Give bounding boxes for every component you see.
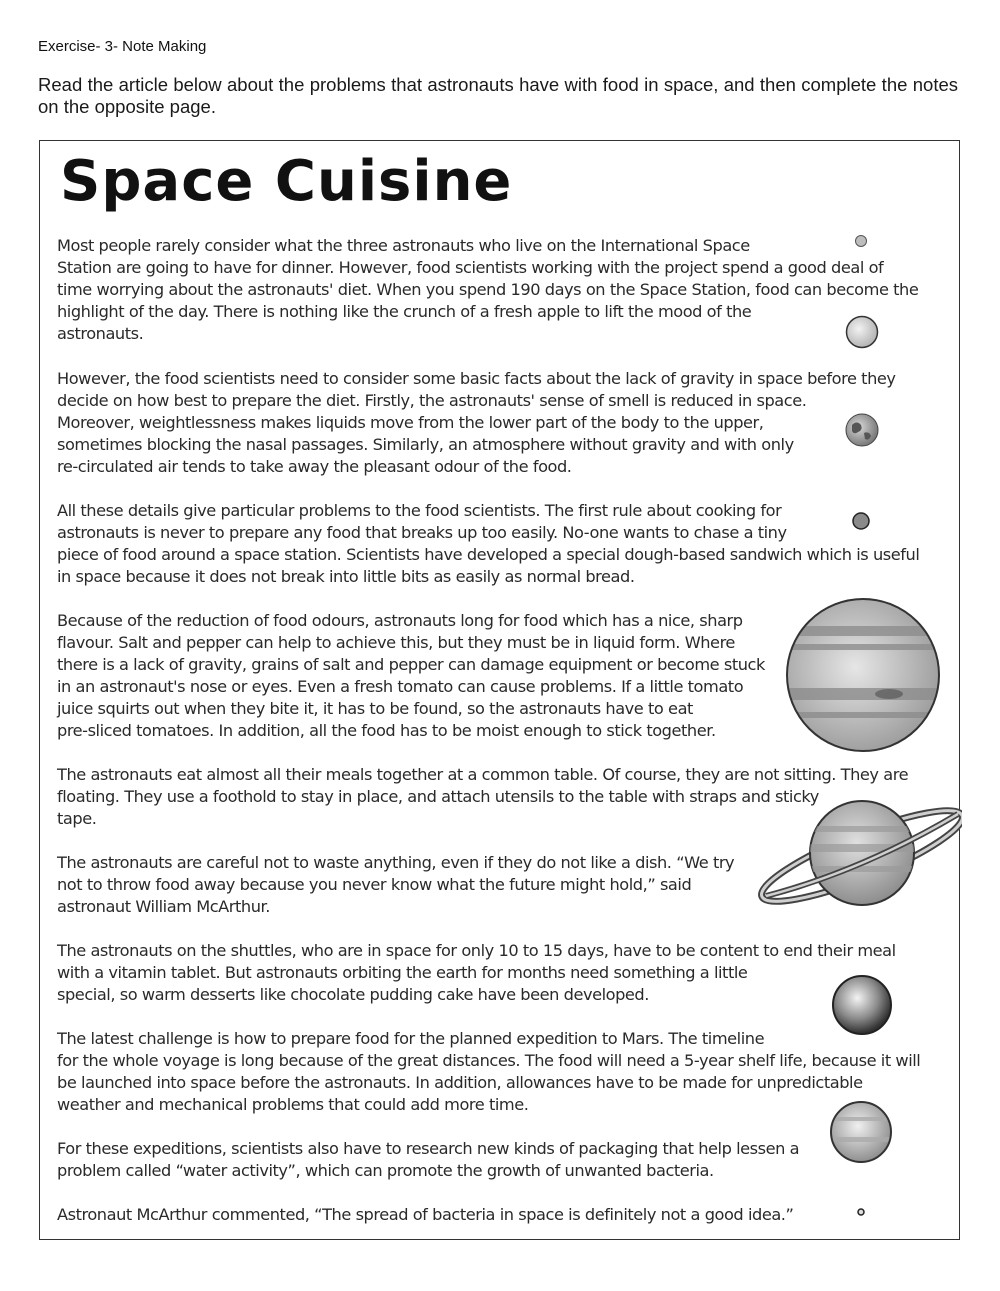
paragraph-line: juice squirts out when they bite it, it has to be found, so the astronauts have to eat — [57, 699, 693, 718]
paragraph-2 — [57, 368, 896, 478]
paragraph-line: in space because it does not break into little bits as easily as normal bread. — [57, 567, 635, 586]
dark-planet-icon — [830, 973, 894, 1037]
paragraph-line: Astronaut McArthur commented, “The spread of bacteria in space is definitely not a good idea.” — [57, 1205, 794, 1224]
paragraph-line: The astronauts eat almost all their meals together at a common table. Of course, they are not sitting. They are — [57, 765, 909, 784]
paragraph-line: pre-sliced tomatoes. In addition, all the food has to be moist enough to stick together. — [57, 721, 716, 740]
paragraph-line: astronauts is never to prepare any food that breaks up too easily. No-one wants to chase a tiny — [57, 523, 787, 542]
paragraph-line: for the whole voyage is long because of the great distances. The food will need a 5-year shelf life, because it will — [57, 1051, 921, 1070]
paragraph-line: Most people rarely consider what the three astronauts who live on the International Space — [57, 236, 750, 255]
paragraph-line: The astronauts are careful not to waste anything, even if they do not like a dish. “We try — [57, 853, 735, 872]
paragraph-line: All these details give particular problems to the food scientists. The first rule about cooking for — [57, 501, 782, 520]
paragraph-line: with a vitamin tablet. But astronauts orbiting the earth for months need something a little — [57, 963, 748, 982]
paragraph-line: sometimes blocking the nasal passages. Similarly, an atmosphere without gravity and with only — [57, 435, 794, 454]
earth-icon — [843, 411, 881, 449]
paragraph-line: Station are going to have for dinner. However, food scientists working with the project spend a good deal of — [57, 258, 884, 277]
instructions: Read the article below about the problems that astronauts have with food in space, and then complete the notes on the opposite page. — [38, 74, 958, 117]
small-planet-icon — [851, 511, 871, 531]
article-box — [39, 140, 960, 1240]
paragraph-line: there is a lack of gravity, grains of salt and pepper can damage equipment or become stuck — [57, 655, 765, 674]
paragraph-line: highlight of the day. There is nothing like the crunch of a fresh apple to lift the mood of the — [57, 302, 752, 321]
paragraph-10 — [57, 1204, 793, 1226]
paragraph-line: astronauts. — [57, 324, 144, 343]
saturn-icon — [752, 796, 962, 911]
paragraph-line: The astronauts on the shuttles, who are in space for only 10 to 15 days, have to be content to end their meal — [57, 941, 896, 960]
article-title: Space Cuisine — [60, 149, 513, 214]
paragraph-line: floating. They use a foothold to stay in place, and attach utensils to the table with straps and sticky — [57, 787, 819, 806]
paragraph-9 — [57, 1138, 799, 1182]
paragraph-line: However, the food scientists need to consider some basic facts about the lack of gravity in space before they — [57, 369, 896, 388]
paragraph-line: in an astronaut's nose or eyes. Even a fresh tomato can cause problems. If a little tomato — [57, 677, 744, 696]
paragraph-6 — [57, 852, 734, 918]
paragraph-line: special, so warm desserts like chocolate pudding cake have been developed. — [57, 985, 649, 1004]
paragraph-line: be launched into space before the astronauts. In addition, allowances have to be made for unpredictable — [57, 1073, 863, 1092]
paragraph-line: problem called “water activity”, which can promote the growth of unwanted bacteria. — [57, 1161, 714, 1180]
paragraph-line: time worrying about the astronauts' diet. When you spend 190 days on the Space Station, food can become the — [57, 280, 919, 299]
exercise-title: Exercise- 3- Note Making — [38, 38, 207, 55]
banded-planet-icon — [828, 1099, 894, 1165]
paragraph-1 — [57, 235, 918, 345]
tiny-moon-icon — [856, 1207, 866, 1217]
paragraph-8 — [57, 1028, 920, 1116]
paragraph-line: decide on how best to prepare the diet. Firstly, the astronauts' sense of smell is reduced in space. — [57, 391, 807, 410]
moon-icon — [844, 314, 880, 350]
jupiter-icon — [784, 596, 942, 754]
paragraph-line: flavour. Salt and pepper can help to achieve this, but they must be in liquid form. Where — [57, 633, 735, 652]
tiny-planet-icon — [854, 234, 868, 248]
paragraph-line: Moreover, weightlessness makes liquids move from the lower part of the body to the upper, — [57, 413, 764, 432]
paragraph-line: re-circulated air tends to take away the pleasant odour of the food. — [57, 457, 572, 476]
paragraph-line: The latest challenge is how to prepare food for the planned expedition to Mars. The timeline — [57, 1029, 765, 1048]
paragraph-3 — [57, 500, 919, 588]
paragraph-line: Because of the reduction of food odours, astronauts long for food which has a nice, sharp — [57, 611, 743, 630]
paragraph-4 — [57, 610, 765, 742]
paragraph-line: astronaut William McArthur. — [57, 897, 270, 916]
paragraph-7 — [57, 940, 896, 1006]
paragraph-line: weather and mechanical problems that could add more time. — [57, 1095, 529, 1114]
paragraph-line: For these expeditions, scientists also have to research new kinds of packaging that help lessen a — [57, 1139, 800, 1158]
paragraph-line: piece of food around a space station. Scientists have developed a special dough-based sandwich which is useful — [57, 545, 920, 564]
paragraph-line: tape. — [57, 809, 97, 828]
paragraph-line: not to throw food away because you never know what the future might hold,” said — [57, 875, 692, 894]
